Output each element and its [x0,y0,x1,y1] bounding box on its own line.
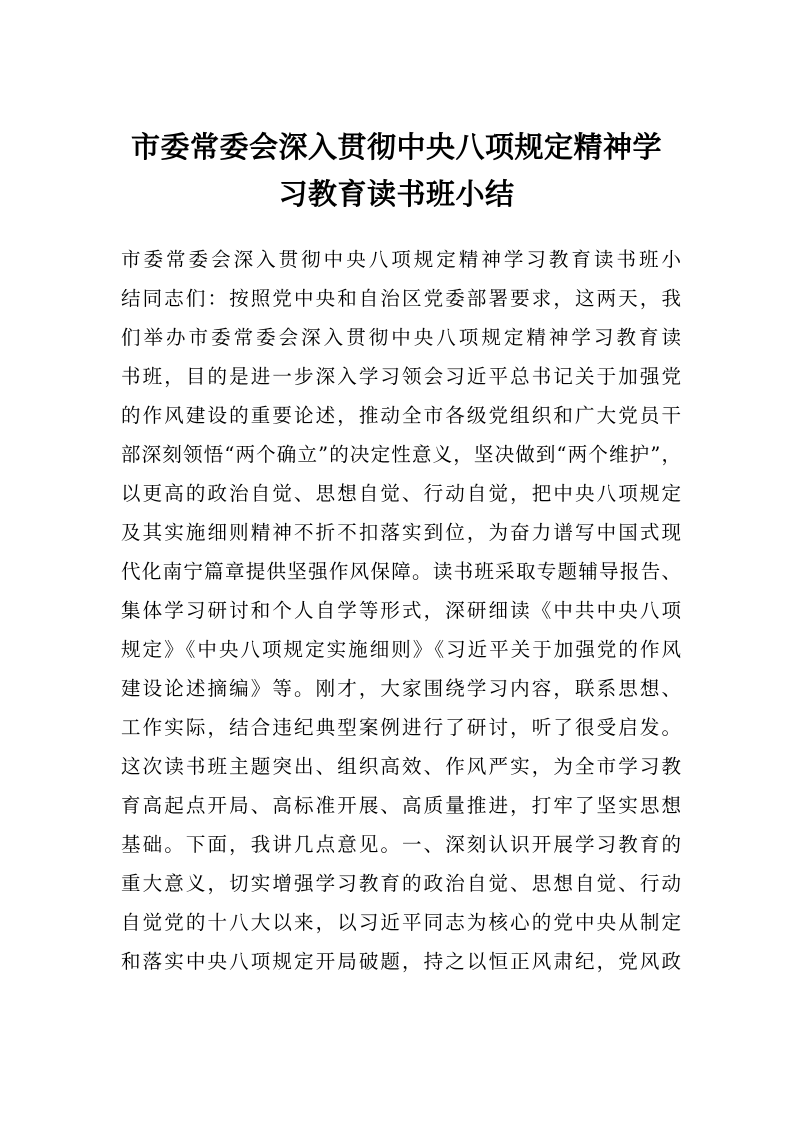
body-line: 们举办市委常委会深入贯彻中央八项规定精神学习教育读 [121,326,681,349]
body-line: 结同志们：按照党中央和自治区党委部署要求，这两天，我 [121,287,681,310]
body-line: 以更高的政治自觉、思想自觉、行动自觉，把中央八项规定 [121,482,681,505]
body-line: 育高起点开局、高标准开展、高质量推进，打牢了坚实思想 [121,794,681,817]
body-line: 重大意义，切实增强学习教育的政治自觉、思想自觉、行动 [121,872,681,895]
body-line: 的作风建设的重要论述，推动全市各级党组织和广大党员干 [121,404,681,427]
body-line: 代化南宁篇章提供坚强作风保障。读书班采取专题辅导报告、 [121,560,681,583]
body-line: 部深刻领悟“两个确立”的决定性意义，坚决做到“两个维护”， [121,443,681,466]
body-line: 建设论述摘编》等。刚才，大家围绕学习内容，联系思想、 [121,677,681,700]
body-line: 工作实际，结合违纪典型案例进行了研讨，听了很受启发。 [121,716,681,739]
body-line: 及其实施细则精神不折不扣落实到位，为奋力谱写中国式现 [121,521,681,544]
body-line: 市委常委会深入贯彻中央八项规定精神学习教育读书班小 [121,248,681,271]
body-line: 自觉党的十八大以来，以习近平同志为核心的党中央从制定 [121,911,681,934]
body-line: 和落实中央八项规定开局破题，持之以恒正风肃纪，党风政 [121,950,681,973]
body-line: 这次读书班主题突出、组织高效、作风严实，为全市学习教 [121,755,681,778]
body-line: 规定》《中央八项规定实施细则》《习近平关于加强党的作风 [121,638,681,661]
body-line: 基础。下面，我讲几点意见。一、深刻认识开展学习教育的 [121,833,681,856]
body-line: 集体学习研讨和个人自学等形式，深研细读《中共中央八项 [121,599,681,622]
body-line: 书班，目的是进一步深入学习领会习近平总书记关于加强党 [121,365,681,388]
document-title-line-1: 市委常委会深入贯彻中央八项规定精神学 [130,130,662,164]
document-title-line-2: 习教育读书班小结 [278,177,515,211]
